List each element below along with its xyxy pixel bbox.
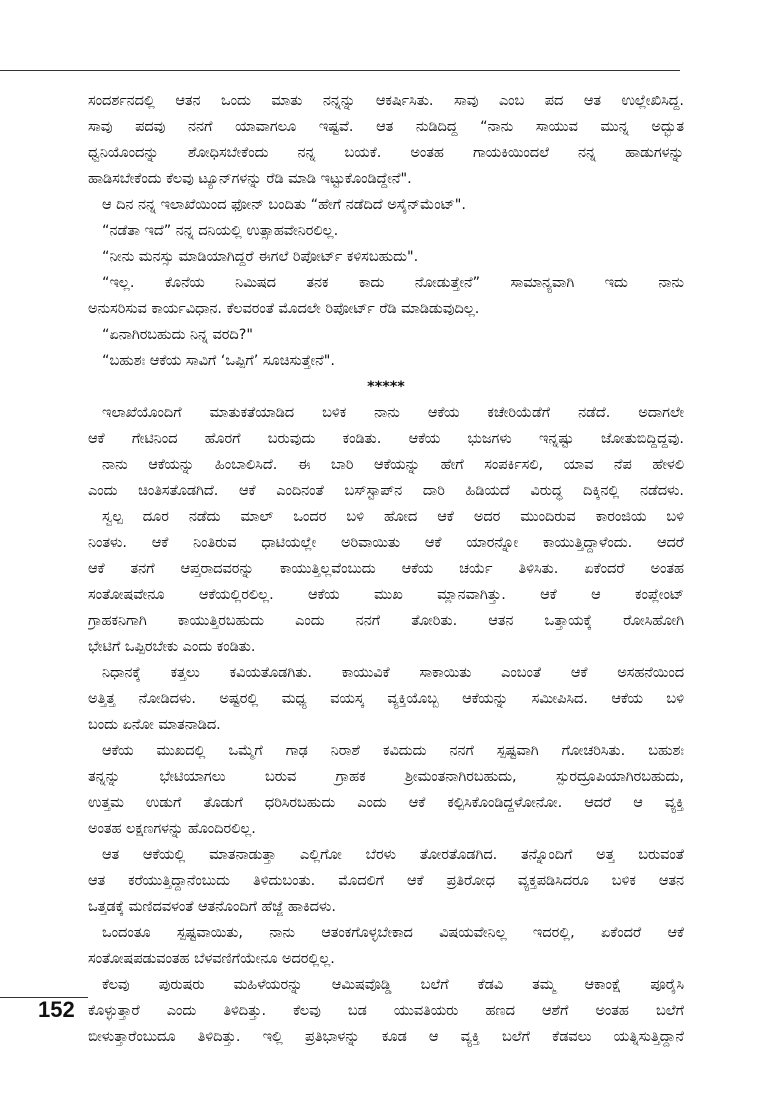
text-line: ಕೆಲವು ಪುರುಷರು ಮಹಿಳೆಯರನ್ನು ಆಮಿಷವೊಡ್ಡಿ ಬಲೆಗೆ ಕೆಡವಿ ತಮ್ಮ ಆಕಾಂಕ್ಷೆ ಪೂರೈಸಿ [102, 977, 684, 993]
text-line: ಅತ್ತಿತ್ತ ನೋಡಿದಳು. ಅಷ್ಟರಲ್ಲಿ ಮಧ್ಯ ವಯಸ್ಕ ವ್ಯಕ್ತಿಯೊಬ್ಬ ಆಕೆಯನ್ನು ಸಮೀಪಿಸಿದ. ಆಕೆಯ ಬಳಿ [88, 691, 684, 707]
text-line: ಹಾಡಿಸಬೇಕೆಂದು ಕೆಲವು ಟ್ಯೂನ್‌ಗಳನ್ನು ರೆಡಿ ಮಾಡಿ ಇಟ್ಟುಕೊಂಡಿದ್ದೇನೆ". [88, 171, 412, 187]
section-separator: ***** [367, 379, 405, 395]
text-line: ಆಕೆಯ ಮುಖದಲ್ಲಿ ಒಮ್ಮೆಗೆ ಗಾಢ ನಿರಾಶೆ ಕವಿದುದು ನನಗೆ ಸ್ಪಷ್ಟವಾಗಿ ಗೋಚರಿಸಿತು. ಬಹುಶಃ [102, 743, 684, 759]
text-line: ಉತ್ತಮ ಉಡುಗೆ ತೊಡುಗೆ ಧರಿಸಿರಬಹುದು ಎಂದು ಆಕೆ ಕಲ್ಪಿಸಿಕೊಂಡಿದ್ದಳೋನೋ. ಆದರೆ ಆ ವ್ಯಕ್ತಿ [88, 795, 684, 811]
text-line: “ಬಹುಶಃ ಆಕೆಯ ಸಾವಿಗೆ ‘ಒಪ್ಪಿಗೆ’ ಸೂಚಿಸುತ್ತೇನೆ". [102, 353, 335, 369]
text-line: ಸಂತೋಷವೇನೂ ಆಕೆಯಲ್ಲಿರಲಿಲ್ಲ. ಆಕೆಯ ಮುಖ ಮ್ಲಾನವಾಗಿತ್ತು. ಆಕೆ ಆ ಕಂಪ್ಲೇಂಟ್ [88, 587, 684, 603]
text-line: ಸಾವು ಪದವು ನನಗೆ ಯಾವಾಗಲೂ ಇಷ್ಟವೆ. ಆತ ನುಡಿದಿದ್ದ “ನಾನು ಸಾಯುವ ಮುನ್ನ ಅದ್ಭುತ [88, 119, 684, 135]
text-line: ಆಕೆ ಗೇಟಿನಿಂದ ಹೊರಗೆ ಬರುವುದು ಕಂಡಿತು. ಆಕೆಯ ಭುಜಗಳು ಇನ್ನಷ್ಟು ಜೋತುಬಿದ್ದಿದ್ದವು. [88, 431, 684, 447]
text-line: ನಿಂತಳು. ಆಕೆ ನಿಂತಿರುವ ಧಾಟಿಯಲ್ಲೇ ಅರಿವಾಯಿತು ಆಕೆ ಯಾರನ್ನೋ ಕಾಯುತ್ತಿದ್ದಾಳೆಂದು. ಆದರೆ [88, 535, 684, 551]
text-line: ಸಂತೋಷಪಡುವಂತಹ ಬೆಳವಣಿಗೆಯೇನೂ ಅದರಲ್ಲಿಲ್ಲ. [88, 951, 335, 967]
text-line: “ನಡೆತಾ ಇದೆ” ನನ್ನ ದನಿಯಲ್ಲಿ ಉತ್ಸಾಹವೇನಿರಲಿಲ್ಲ. [102, 223, 339, 239]
text-line: ಬಂದು ಏನೋ ಮಾತನಾಡಿದ. [88, 717, 221, 733]
text-line: ಸ್ವಲ್ಪ ದೂರ ನಡೆದು ಮಾಲ್ ಒಂದರ ಬಳಿ ಹೋದ ಆಕೆ ಅದರ ಮುಂದಿರುವ ಕಾರಂಜಿಯ ಬಳಿ [102, 509, 684, 525]
text-line: ಧ್ವನಿಯೊಂದನ್ನು ಶೋಧಿಸಬೇಕೆಂದು ನನ್ನ ಬಯಕೆ. ಅಂತಹ ಗಾಯಕಿಯಿಂದಲೆ ನನ್ನ ಹಾಡುಗಳನ್ನು [88, 145, 684, 161]
text-line: ಅನುಸರಿಸುವ ಕಾರ್ಯವಿಧಾನ. ಕೆಲವರಂತೆ ಮೊದಲೇ ರಿಪೋರ್ಟ್ ರೆಡಿ ಮಾಡಿಡುವುದಿಲ್ಲ. [88, 301, 480, 317]
text-line: ಕೊಳ್ಳುತ್ತಾರೆ ಎಂದು ತಿಳಿದಿತ್ತು. ಕೆಲವು ಬಡ ಯುವತಿಯರು ಹಣದ ಆಶೆಗೆ ಅಂತಹ ಬಲೆಗೆ [88, 1003, 684, 1019]
text-line: ಒತ್ತಡಕ್ಕೆ ಮಣಿದವಳಂತೆ ಆತನೊಂದಿಗೆ ಹೆಜ್ಜೆ ಹಾಕಿದಳು. [88, 899, 336, 915]
text-line: ಒಂದಂತೂ ಸ್ಪಷ್ಟವಾಯಿತು, ನಾನು ಆತಂಕಗೊಳ್ಳಬೇಕಾದ ವಿಷಯವೇನಿಲ್ಲ ಇದರಲ್ಲಿ, ಏಕೆಂದರೆ ಆಕೆ [102, 925, 684, 941]
text-line: ಆ ದಿನ ನನ್ನ ಇಲಾಖೆಯಿಂದ ಫೋನ್ ಬಂದಿತು “ಹೇಗೆ ನಡೆದಿದೆ ಅಸೈನ್‌ಮೆಂಟ್". [102, 197, 466, 213]
text-line: ಆತ ಆಕೆಯಲ್ಲಿ ಮಾತನಾಡುತ್ತಾ ಎಲ್ಲಿಗೋ ಬೆರಳು ತೋರತೊಡಗಿದ. ತನ್ನೊಂದಿಗೆ ಅತ್ತ ಬರುವಂತೆ [102, 847, 684, 863]
text-line: ಗ್ರಾಹಕನಿಗಾಗಿ ಕಾಯುತ್ತಿರಬಹುದು ಎಂದು ನನಗೆ ತೋರಿತು. ಆತನ ಒತ್ತಾಯಕ್ಕೆ ರೋಸಿಹೋಗಿ [88, 613, 684, 629]
body-text [88, 88, 684, 1050]
top-rule [0, 70, 680, 71]
text-line: ನಾನು ಆಕೆಯನ್ನು ಹಿಂಬಾಲಿಸಿದೆ. ಈ ಬಾರಿ ಆಕೆಯನ್ನು ಹೇಗೆ ಸಂಪರ್ಕಿಸಲಿ, ಯಾವ ನೆಪ ಹೇಳಲಿ [102, 457, 684, 473]
text-line: ಎಂದು ಚಿಂತಿಸತೊಡಗಿದೆ. ಆಕೆ ಎಂದಿನಂತೆ ಬಸ್‌ಸ್ಟಾಪ್‌ನ ದಾರಿ ಹಿಡಿಯದೆ ವಿರುದ್ಧ ದಿಕ್ಕಿನಲ್ಲಿ ನಡೆದಳು. [88, 483, 684, 499]
text-line: ನಿಧಾನಕ್ಕೆ ಕತ್ತಲು ಕವಿಯತೊಡಗಿತು. ಕಾಯುವಿಕೆ ಸಾಕಾಯಿತು ಎಂಬಂತೆ ಆಕೆ ಅಸಹನೆಯಿಂದ [102, 665, 684, 681]
text-line: ಸಂದರ್ಶನದಲ್ಲಿ ಆತನ ಒಂದು ಮಾತು ನನ್ನನ್ನು ಆಕರ್ಷಿಸಿತು. ಸಾವು ಎಂಬ ಪದ ಆತ ಉಲ್ಲೇಖಿಸಿದ್ದ. [88, 93, 684, 109]
text-line: ಇಲಾಖೆಯೊಂದಿಗೆ ಮಾತುಕತೆಯಾಡಿದ ಬಳಿಕ ನಾನು ಆಕೆಯ ಕಚೇರಿಯೆಡೆಗೆ ನಡೆದೆ. ಅದಾಗಲೇ [102, 405, 684, 421]
page-number: 152 [38, 997, 75, 1022]
text-line: ಭೇಟಿಗೆ ಒಪ್ಪಿರಬೇಕು ಎಂದು ಕಂಡಿತು. [88, 639, 256, 655]
text-line: ಆಕೆ ತನಗೆ ಆಪ್ತರಾದವರನ್ನು ಕಾಯುತ್ತಿಲ್ಲವೆಂಬುದು ಆಕೆಯ ಚರ್ಯೆ ತಿಳಿಸಿತು. ಏಕೆಂದರೆ ಅಂತಹ [88, 561, 684, 577]
text-line: ತನ್ನನ್ನು ಭೇಟಿಯಾಗಲು ಬರುವ ಗ್ರಾಹಕ ಶ್ರೀಮಂತನಾಗಿರಬಹುದು, ಸ್ಪುರದ್ರೂಪಿಯಾಗಿರಬಹುದು, [88, 769, 684, 785]
text-line: ಅಂತಹ ಲಕ್ಷಣಗಳನ್ನು ಹೊಂದಿರಲಿಲ್ಲ. [88, 821, 256, 837]
text-line: “ಏನಾಗಿರಬಹುದು ನಿನ್ನ ವರದಿ?" [102, 327, 253, 343]
text-line: ಬೀಳುತ್ತಾರೆಂಬುದೂ ತಿಳಿದಿತ್ತು. ಇಲ್ಲಿ ಪ್ರತಿಭಾಳನ್ನು ಕೂಡ ಆ ವ್ಯಕ್ತಿ ಬಲೆಗೆ ಕೆಡವಲು ಯತ್ನಿಸುತ್ತಿದ್ದಾನೆ [88, 1029, 684, 1045]
text-line: “ಇಲ್ಲ. ಕೊನೆಯ ನಿಮಿಷದ ತನಕ ಕಾದು ನೋಡುತ್ತೇನೆ” ಸಾಮಾನ್ಯವಾಗಿ ಇದು ನಾನು [102, 275, 684, 291]
text-line: ಆತ ಕರೆಯುತ್ತಿದ್ದಾನೆಂಬುದು ತಿಳಿದುಬಂತು. ಮೊದಲಿಗೆ ಆಕೆ ಪ್ರತಿರೋಧ ವ್ಯಕ್ತಪಡಿಸಿದರೂ ಬಳಿಕ ಆತನ [88, 873, 684, 889]
text-line: “ನೀನು ಮನಸ್ಸು ಮಾಡಿಯಾಗಿದ್ದರೆ ಈಗಲೆ ರಿಪೋರ್ಟ್ ಕಳಿಸಬಹುದು". [102, 249, 419, 265]
